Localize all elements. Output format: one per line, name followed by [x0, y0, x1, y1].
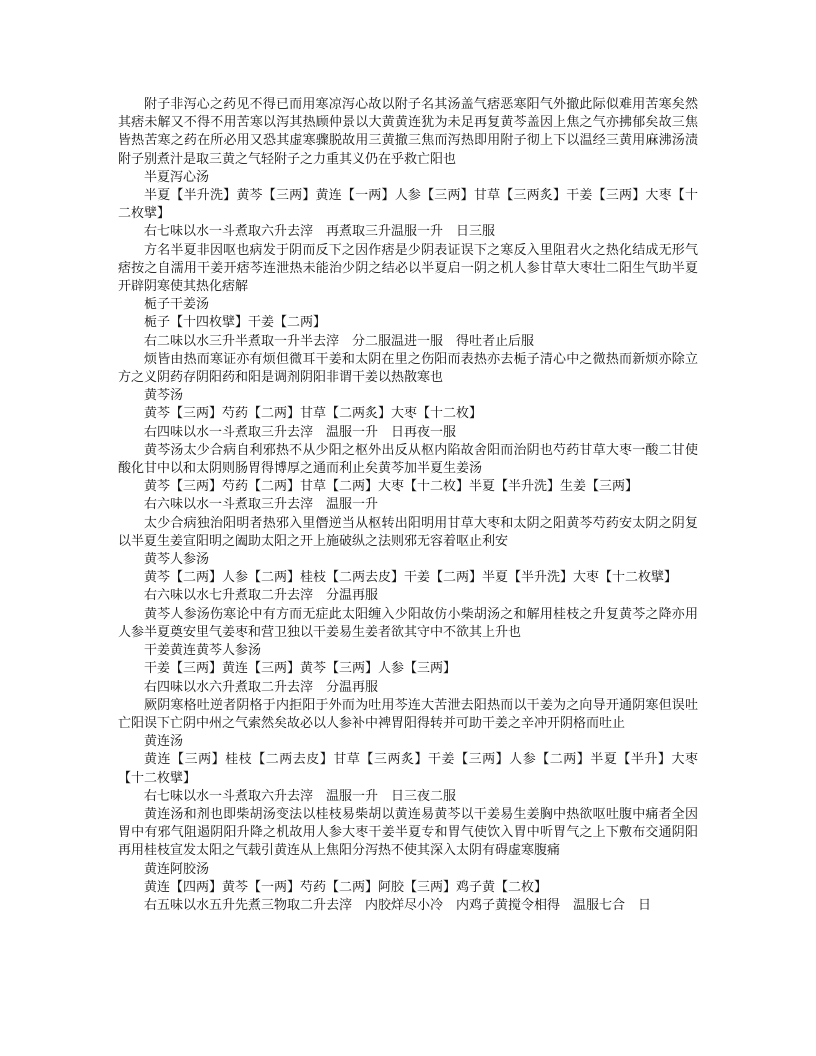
text-paragraph: 方名半夏非因呕也病发于阴而反下之因作痞是少阴表证误下之寒反入里阻君火之热化结成无形气痞按之自濡用干姜开痞芩连泄热未能治少阴之结必以半夏启一阴之机人参甘草大枣壮二阳生气助半夏开辟阴寒使其热化痞解	[118, 242, 698, 295]
formula-title: 黄芩人参汤	[144, 552, 210, 568]
ingredient-list: 栀子【十四枚擘】干姜【二两】	[144, 315, 327, 331]
ingredient-list: 黄连【三两】桂枝【二两去皮】甘草【三两炙】干姜【三两】人参【二两】半夏【半升】大枣【十二枚擘】	[118, 752, 698, 786]
preparation-instructions: 右五味以水五升先煮三物取二升去滓 内胶烊尽小冷 内鸡子黄搅令相得 温服七合 日	[144, 897, 652, 913]
preparation-instructions: 右七味以水一斗煮取六升去滓 温服一升 日三夜二服	[144, 788, 457, 804]
preparation-instructions: 右四味以水一斗煮取三升去滓 温服一升 日再夜一服	[144, 424, 457, 440]
formula-title: 黄连汤	[144, 734, 184, 750]
ingredient-list: 黄连【四两】黄芩【一两】芍药【二两】阿胶【三两】鸡子黄【二枚】	[144, 879, 548, 895]
formula-title: 半夏泻心汤	[144, 169, 210, 185]
text-paragraph: 烦皆由热而寒证亦有烦但微耳干姜和太阴在里之伤阳而表热亦去栀子清心中之微热而新烦亦除立方之义阴药存阴阳药和阳是调剂阴阳非谓干姜以热散寒也	[118, 351, 698, 386]
ingredient-list: 黄芩【三两】芍药【二两】甘草【二两】大枣【十二枚】半夏【半升洗】生姜【三两】	[144, 479, 639, 495]
text-paragraph: 太少合病独治阳明者热邪入里僭逆当从枢转出阳明用甘草大枣和太阴之阳黄芩芍药安太阴之阴复以半夏生姜宣阳明之阖助太阳之开上施破纵之法则邪无容着呕止利安	[118, 515, 698, 549]
document-page	[118, 96, 698, 915]
ingredient-list: 干姜【三两】黄连【三两】黄芩【三两】人参【三两】	[144, 661, 457, 677]
preparation-instructions: 右六味以水一斗煮取三升去滓 温服一升	[144, 497, 379, 513]
formula-title: 黄连阿胶汤	[144, 861, 210, 877]
text-paragraph: 黄连汤和剂也即柴胡汤变法以桂枝易柴胡以黄连易黄芩以干姜易生姜胸中热欲呕吐腹中痛者全因胃中有邪气阻遏阴阳升降之机故用人参大枣干姜半夏专和胃气使饮入胃中听胃气之上下敷布交通阴阳再用桂枝宣发太阳之气载引黄连从上焦阳分泻热不使其深入太阴有碍虚寒腹痛	[118, 806, 698, 859]
preparation-instructions: 右六味以水七升煮取二升去滓 分温再服	[144, 588, 379, 604]
formula-title: 栀子干姜汤	[144, 297, 210, 313]
ingredient-list: 黄芩【二两】人参【二两】桂枝【二两去皮】干姜【二两】半夏【半升洗】大枣【十二枚擘】	[144, 570, 678, 586]
ingredient-list: 半夏【半升洗】黄芩【三两】黄连【一两】人参【三两】甘草【三两炙】干姜【三两】大枣【十二枚擘】	[118, 188, 698, 222]
formula-title: 干姜黄连黄芩人参汤	[144, 643, 262, 659]
text-paragraph: 黄芩汤太少合病自利邪热不从少阳之枢外出反从枢内陷故舍阳而治阴也芍药甘草大枣一酸二甘使酸化甘中以和太阴则肠胃得博厚之通而利止矣黄芩加半夏生姜汤	[118, 442, 698, 477]
ingredient-list: 黄芩【三两】芍药【二两】甘草【二两炙】大枣【十二枚】	[144, 406, 483, 422]
preparation-instructions: 右二味以水三升半煮取一升半去滓 分二服温进一服 得吐者止后服	[144, 333, 535, 349]
preparation-instructions: 右四味以水六升煮取二升去滓 分温再服	[144, 679, 379, 695]
preparation-instructions: 右七味以水一斗煮取六升去滓 再煮取三升温服一升 日三服	[144, 224, 496, 240]
text-paragraph: 厥阴寒格吐逆者阴格于内拒阳于外而为吐用芩连大苦泄去阳热而以干姜为之向导开通阴寒但误吐亡阳误下亡阴中州之气索然矣故必以人参补中裨胃阳得转并可助干姜之辛冲开阴格而吐止	[118, 697, 698, 731]
text-paragraph: 黄芩人参汤伤寒论中有方而无症此太阳缠入少阳故仿小柴胡汤之和解用桂枝之升复黄芩之降亦用人参半夏奠安里气姜枣和营卫独以干姜易生姜者欲其守中不欲其上升也	[118, 606, 698, 640]
text-paragraph: 附子非泻心之药见不得已而用寒凉泻心故以附子名其汤盖气痞恶寒阳气外撤此际似难用苦寒矣然其痞未解又不得不用苦寒以泻其热顾仲景以大黄黄连犹为未足再复黄芩盖因上焦之气亦拂郁矣故三焦皆热苦寒之药在所必用又恐其虚寒骤脱故用三黄撤三焦而泻热即用附子彻上下以温经三黄用麻沸汤渍附子别煮汁是取三黄之气轻附子之力重其义仍在乎救亡阳也	[118, 97, 698, 167]
formula-title: 黄芩汤	[144, 388, 184, 404]
